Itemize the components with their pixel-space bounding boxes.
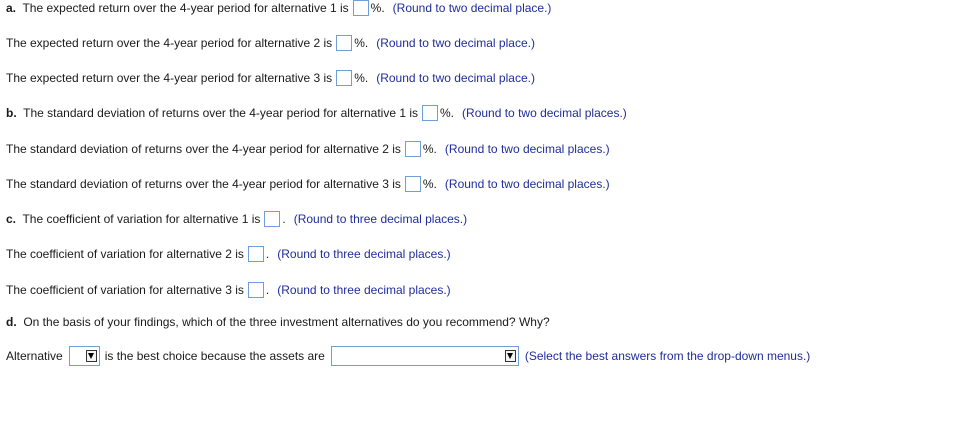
coef-variation-alt2-input[interactable]	[248, 246, 264, 262]
coef-variation-alt1-input[interactable]	[264, 211, 280, 227]
period-suffix: .	[265, 247, 270, 261]
question-text: The coefficient of variation for alternative 3 is	[6, 283, 244, 297]
percent-suffix: %.	[354, 36, 369, 50]
rounding-hint: (Round to three decimal places.)	[293, 212, 468, 226]
rounding-hint: (Round to three decimal places.)	[277, 283, 451, 297]
question-a-row-1	[6, 0, 551, 17]
part-label-d: d.	[6, 315, 17, 329]
rounding-hint: (Round to two decimal places.)	[444, 177, 610, 191]
best-choice-text: is the best choice because the assets are	[104, 349, 325, 363]
period-suffix: .	[282, 212, 286, 226]
question-text: The expected return over the 4-year period for alternative 1 is	[22, 1, 349, 15]
percent-suffix: %.	[422, 142, 437, 156]
percent-suffix: %.	[422, 177, 437, 191]
rounding-hint: (Round to two decimal place.)	[392, 1, 552, 15]
period-suffix: .	[265, 283, 270, 297]
rounding-hint: (Round to two decimal place.)	[376, 36, 535, 50]
question-text: The standard deviation of returns over the 4-year period for alternative 3 is	[6, 177, 401, 191]
question-a-row-2	[6, 34, 535, 52]
question-c-row-2	[6, 245, 451, 263]
std-dev-alt1-input[interactable]	[422, 105, 438, 121]
std-dev-alt2-input[interactable]	[405, 141, 421, 157]
part-label-a: a.	[6, 1, 17, 15]
rounding-hint: (Round to two decimal place.)	[376, 71, 535, 85]
alternative-label: Alternative	[6, 349, 63, 363]
percent-suffix: %.	[354, 71, 369, 85]
percent-suffix: %.	[370, 1, 385, 15]
question-c-row-1	[6, 210, 467, 228]
question-b-row-2	[6, 140, 610, 158]
dropdown-arrow-icon[interactable]	[505, 350, 516, 362]
reason-dropdown[interactable]	[331, 346, 519, 366]
question-text: The standard deviation of returns over the 4-year period for alternative 2 is	[6, 142, 401, 156]
question-text: The coefficient of variation for alternative 1 is	[22, 212, 261, 226]
expected-return-alt2-input[interactable]	[336, 35, 352, 51]
question-a-row-3	[6, 69, 535, 87]
alternative-dropdown[interactable]	[69, 346, 100, 366]
std-dev-alt3-input[interactable]	[405, 176, 421, 192]
question-text: The expected return over the 4-year period for alternative 3 is	[6, 71, 333, 85]
percent-suffix: %.	[440, 106, 455, 120]
dropdown-hint: (Select the best answers from the drop-down menus.)	[524, 349, 811, 363]
part-label-c: c.	[6, 212, 17, 226]
question-c-row-3	[6, 281, 451, 299]
question-b-row-1	[6, 104, 627, 122]
dropdown-arrow-icon[interactable]	[86, 350, 97, 362]
question-d-row	[6, 313, 550, 331]
question-text: The standard deviation of returns over the 4-year period for alternative 1 is	[23, 106, 419, 120]
question-text: On the basis of your findings, which of the three investment alternatives do you recommend? Why?	[23, 315, 550, 329]
part-label-b: b.	[6, 106, 17, 120]
expected-return-alt1-input[interactable]	[353, 0, 369, 16]
recommendation-row	[6, 346, 810, 366]
question-text: The coefficient of variation for alternative 2 is	[6, 247, 244, 261]
question-b-row-3	[6, 175, 610, 193]
rounding-hint: (Round to three decimal places.)	[277, 247, 451, 261]
rounding-hint: (Round to two decimal places.)	[444, 142, 610, 156]
question-text: The expected return over the 4-year period for alternative 2 is	[6, 36, 333, 50]
expected-return-alt3-input[interactable]	[336, 70, 352, 86]
rounding-hint: (Round to two decimal places.)	[462, 106, 627, 120]
coef-variation-alt3-input[interactable]	[248, 282, 264, 298]
